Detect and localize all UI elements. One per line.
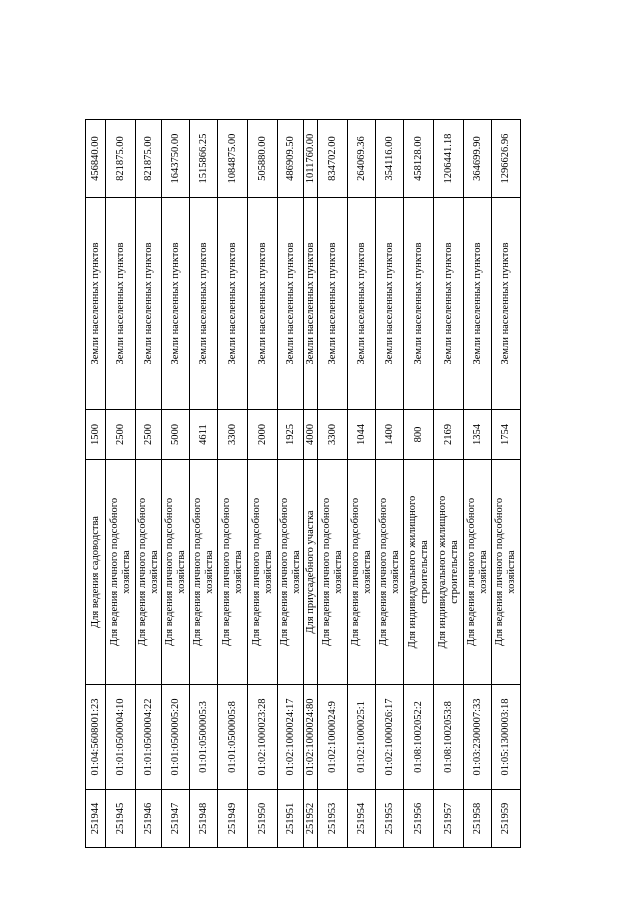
table-row xyxy=(464,120,492,848)
cell-area: 4611 xyxy=(190,410,218,460)
cell-cadastral-value: 1011760.00 xyxy=(304,120,318,198)
cell-cadastral-number: 01:03:2300007:33 xyxy=(464,685,492,790)
permitted-use-line: хозяйства xyxy=(232,550,244,594)
cell-area: 2500 xyxy=(136,410,162,460)
land-plots-table-frame xyxy=(85,120,520,848)
rotated-table-container xyxy=(85,120,520,848)
cell-cadastral-number: 01:04:5608001:23 xyxy=(86,685,106,790)
cell-cadastral-number: 01:02:1000024:9 xyxy=(318,685,348,790)
cell-permitted-use xyxy=(434,460,464,685)
permitted-use-line: Для приусадебного участка xyxy=(304,510,316,634)
cell-cadastral-number: 01:02:1000025:1 xyxy=(348,685,376,790)
cell-permitted-use xyxy=(248,460,278,685)
table-row xyxy=(218,120,248,848)
permitted-use-line: Для ведения личного подсобного xyxy=(278,497,290,647)
cell-land-category: Земли населенных пунктов xyxy=(136,198,162,410)
cell-record-id: 251957 xyxy=(434,790,464,848)
table-row xyxy=(248,120,278,848)
table-row xyxy=(318,120,348,848)
permitted-use-line: Для ведения личного подсобного xyxy=(250,497,262,647)
cell-area: 3300 xyxy=(218,410,248,460)
cell-cadastral-number: 01:01:0500004:22 xyxy=(136,685,162,790)
cell-cadastral-value: 1084875.00 xyxy=(218,120,248,198)
permitted-use-line: хозяйства xyxy=(203,550,215,594)
cell-area: 2000 xyxy=(248,410,278,460)
cell-permitted-use xyxy=(218,460,248,685)
cell-land-category: Земли населенных пунктов xyxy=(86,198,106,410)
permitted-use-line: хозяйства xyxy=(389,550,401,594)
cell-permitted-use xyxy=(106,460,136,685)
permitted-use-line: Для индивидуального жилищного xyxy=(406,495,418,649)
cell-record-id: 251950 xyxy=(248,790,278,848)
cell-cadastral-value: 1515866.25 xyxy=(190,120,218,198)
cell-land-category: Земли населенных пунктов xyxy=(434,198,464,410)
permitted-use-line: хозяйства xyxy=(477,550,489,594)
table-row xyxy=(190,120,218,848)
cell-permitted-use xyxy=(136,460,162,685)
permitted-use-line: Для ведения личного подсобного xyxy=(320,497,332,647)
table-row xyxy=(86,120,106,848)
cell-permitted-use xyxy=(304,460,318,685)
table-row xyxy=(278,120,304,848)
cell-land-category: Земли населенных пунктов xyxy=(278,198,304,410)
permitted-use-line: хозяйства xyxy=(262,550,274,594)
cell-record-id: 251953 xyxy=(318,790,348,848)
permitted-use-line: строительства xyxy=(418,540,430,604)
cell-land-category: Земли населенных пунктов xyxy=(348,198,376,410)
permitted-use-line: хозяйства xyxy=(332,550,344,594)
cell-permitted-use xyxy=(376,460,404,685)
cell-cadastral-value: 364699.90 xyxy=(464,120,492,198)
cell-record-id: 251948 xyxy=(190,790,218,848)
cell-area: 1754 xyxy=(492,410,521,460)
cell-cadastral-value: 821875.00 xyxy=(106,120,136,198)
cell-cadastral-number: 01:05:1300003:18 xyxy=(492,685,521,790)
cell-permitted-use xyxy=(318,460,348,685)
cell-record-id: 251946 xyxy=(136,790,162,848)
cell-land-category: Земли населенных пунктов xyxy=(404,198,434,410)
cell-cadastral-number: 01:02:1000023:28 xyxy=(248,685,278,790)
cell-cadastral-value: 1296626.96 xyxy=(492,120,521,198)
table-row xyxy=(348,120,376,848)
table-body xyxy=(86,120,521,848)
cell-cadastral-value: 1206441.18 xyxy=(434,120,464,198)
cell-land-category: Земли населенных пунктов xyxy=(248,198,278,410)
cell-cadastral-number: 01:01:0500005:20 xyxy=(162,685,190,790)
cell-record-id: 251947 xyxy=(162,790,190,848)
cell-area: 1500 xyxy=(86,410,106,460)
cell-cadastral-number: 01:08:1002053:8 xyxy=(434,685,464,790)
permitted-use-line: хозяйства xyxy=(361,550,373,594)
cell-cadastral-value: 486909.50 xyxy=(278,120,304,198)
permitted-use-line: Для ведения садоводства xyxy=(89,516,101,628)
permitted-use-line: Для ведения личного подсобного xyxy=(349,497,361,647)
table-row xyxy=(304,120,318,848)
permitted-use-line: Для ведения личного подсобного xyxy=(136,497,148,647)
cell-land-category: Земли населенных пунктов xyxy=(218,198,248,410)
cell-area: 1044 xyxy=(348,410,376,460)
cell-permitted-use xyxy=(86,460,106,685)
table-row xyxy=(136,120,162,848)
permitted-use-line: Для ведения личного подсобного xyxy=(465,497,477,647)
table-row xyxy=(434,120,464,848)
cell-cadastral-number: 01:01:0500005:3 xyxy=(190,685,218,790)
cell-cadastral-value: 354116.00 xyxy=(376,120,404,198)
cell-cadastral-value: 458128.00 xyxy=(404,120,434,198)
cell-area: 1925 xyxy=(278,410,304,460)
table-row xyxy=(162,120,190,848)
cell-land-category: Земли населенных пунктов xyxy=(106,198,136,410)
cell-record-id: 251958 xyxy=(464,790,492,848)
cell-cadastral-value: 821875.00 xyxy=(136,120,162,198)
permitted-use-line: Для ведения личного подсобного xyxy=(377,497,389,647)
permitted-use-line: Для ведения личного подсобного xyxy=(163,497,175,647)
cell-cadastral-number: 01:08:1002052:2 xyxy=(404,685,434,790)
cell-cadastral-value: 264069.36 xyxy=(348,120,376,198)
cell-land-category: Земли населенных пунктов xyxy=(492,198,521,410)
cell-area: 800 xyxy=(404,410,434,460)
cell-permitted-use xyxy=(492,460,521,685)
permitted-use-line: Для ведения личного подсобного xyxy=(108,497,120,647)
permitted-use-line: Для индивидуального жилищного xyxy=(436,495,448,649)
cell-record-id: 251944 xyxy=(86,790,106,848)
cell-permitted-use xyxy=(464,460,492,685)
permitted-use-line: Для ведения личного подсобного xyxy=(220,497,232,647)
cell-area: 5000 xyxy=(162,410,190,460)
cell-permitted-use xyxy=(348,460,376,685)
cell-land-category: Земли населенных пунктов xyxy=(304,198,318,410)
permitted-use-line: хозяйства xyxy=(120,550,132,594)
table-row xyxy=(492,120,521,848)
land-plots-table xyxy=(85,119,521,848)
cell-area: 2500 xyxy=(106,410,136,460)
cell-cadastral-value: 505880.00 xyxy=(248,120,278,198)
cell-permitted-use xyxy=(404,460,434,685)
cell-cadastral-number: 01:01:0500005:8 xyxy=(218,685,248,790)
cell-land-category: Земли населенных пунктов xyxy=(318,198,348,410)
cell-land-category: Земли населенных пунктов xyxy=(190,198,218,410)
cell-area: 1354 xyxy=(464,410,492,460)
table-row xyxy=(106,120,136,848)
cell-record-id: 251945 xyxy=(106,790,136,848)
permitted-use-line: Для ведения личного подсобного xyxy=(191,497,203,647)
cell-area: 4000 xyxy=(304,410,318,460)
cell-cadastral-number: 01:02:1000024:17 xyxy=(278,685,304,790)
permitted-use-line: Для ведения личного подсобного xyxy=(494,497,505,647)
cell-record-id: 251954 xyxy=(348,790,376,848)
cell-permitted-use xyxy=(278,460,304,685)
permitted-use-line: хозяйства xyxy=(290,550,302,594)
table-row xyxy=(376,120,404,848)
table-row xyxy=(404,120,434,848)
cell-land-category: Земли населенных пунктов xyxy=(376,198,404,410)
cell-record-id: 251951 xyxy=(278,790,304,848)
permitted-use-line: хозяйства xyxy=(506,550,517,594)
cell-area: 3300 xyxy=(318,410,348,460)
cell-cadastral-value: 834702.00 xyxy=(318,120,348,198)
cell-record-id: 251956 xyxy=(404,790,434,848)
cell-permitted-use xyxy=(190,460,218,685)
cell-record-id: 251959 xyxy=(492,790,521,848)
cell-area: 2169 xyxy=(434,410,464,460)
permitted-use-line: строительства xyxy=(448,540,460,604)
cell-cadastral-number: 01:02:1000026:17 xyxy=(376,685,404,790)
cell-cadastral-number: 01:01:0500004:10 xyxy=(106,685,136,790)
cell-record-id: 251949 xyxy=(218,790,248,848)
cell-cadastral-value: 1643750.00 xyxy=(162,120,190,198)
cell-cadastral-number: 01:02:1000024:80 xyxy=(304,685,318,790)
cell-cadastral-value: 456840.00 xyxy=(86,120,106,198)
cell-land-category: Земли населенных пунктов xyxy=(162,198,190,410)
permitted-use-line: хозяйства xyxy=(148,550,160,594)
cell-record-id: 251955 xyxy=(376,790,404,848)
cell-land-category: Земли населенных пунктов xyxy=(464,198,492,410)
permitted-use-line: хозяйства xyxy=(175,550,187,594)
cell-permitted-use xyxy=(162,460,190,685)
cell-area: 1400 xyxy=(376,410,404,460)
cell-record-id: 251952 xyxy=(304,790,318,848)
